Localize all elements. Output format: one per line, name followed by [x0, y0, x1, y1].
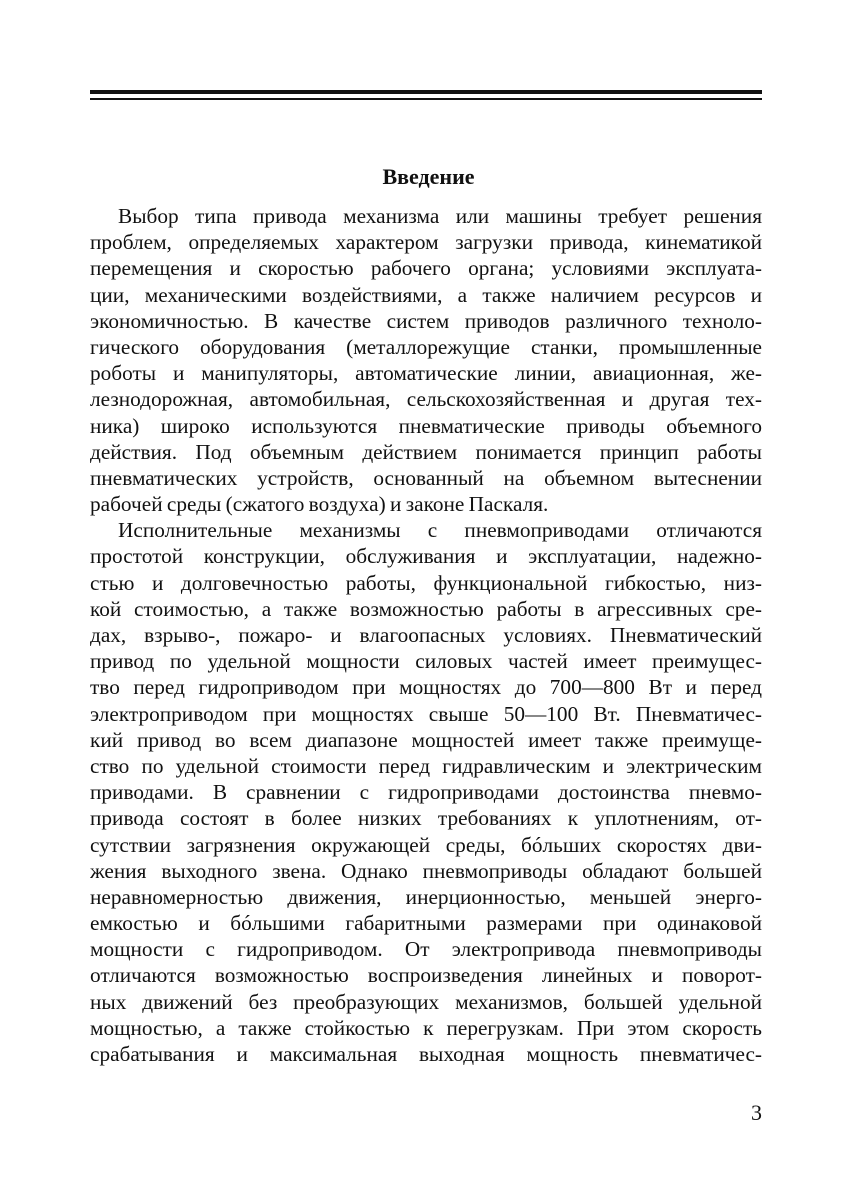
text-line: отличаются возможностью воспроизведения линейных и поворот-: [90, 963, 762, 988]
chapter-title: Введение: [382, 164, 475, 189]
text-line: простотой конструкции, обслуживания и эксплуатации, надежно-: [90, 544, 762, 569]
page-number: 3: [751, 1100, 762, 1125]
text-line: экономичностью. В качестве систем приводов различного техноло-: [90, 308, 762, 333]
header-rule-thin: [90, 98, 762, 100]
text-line: тво перед гидроприводом при мощностях до 700—800 Вт и перед: [90, 675, 762, 700]
text-line: сутствии загрязнения окружающей среды, бóльших скоростях дви-: [90, 832, 762, 857]
body-text: [90, 203, 762, 1067]
text-line: электроприводом при мощностях свыше 50—100 Вт. Пневматичес-: [90, 701, 762, 726]
header-rule-thick: [90, 90, 762, 94]
text-line: срабатывания и максимальная выходная мощность пневматичес-: [90, 1042, 762, 1066]
text-line: рабочей среды (сжатого воздуха) и законе Паскаля.: [90, 492, 549, 517]
text-line: кий привод во всем диапазоне мощностей имеет также преимуще-: [90, 727, 762, 752]
text-line: емкостью и бóльшими габаритными размерами при одинаковой: [90, 911, 762, 936]
text-line: ции, механическими воздействиями, а также наличием ресурсов и: [90, 282, 762, 307]
text-line: дах, взрыво-, пожаро- и влагоопасных условиях. Пневматический: [90, 623, 762, 647]
text-line: Исполнительные механизмы с пневмоприводами отличаются: [118, 518, 762, 543]
text-line: роботы и манипуляторы, автоматические линии, авиационная, же-: [90, 361, 762, 386]
text-line: мощностью, а также стойкостью к перегрузкам. При этом скорость: [90, 1015, 762, 1040]
text-line: ника) широко используются пневматические приводы объемного: [90, 413, 762, 438]
text-line: действия. Под объемным действием понимается принцип работы: [90, 439, 762, 464]
text-line: кой стоимостью, а также возможностью работы в агрессивных сре-: [90, 596, 762, 621]
text-line: мощности с гидроприводом. От электропривода пневмоприводы: [90, 937, 762, 962]
text-line: стью и долговечностью работы, функциональной гибкостью, низ-: [90, 570, 762, 595]
text-line: жения выходного звена. Однако пневмоприводы обладают большей: [90, 858, 762, 883]
text-line: Выбор типа привода механизма или машины требует решения: [118, 204, 762, 228]
text-line: привода состоят в более низких требованиях к уплотнениям, от-: [90, 806, 762, 831]
text-line: ных движений без преобразующих механизмов, большей удельной: [90, 989, 762, 1014]
text-line: перемещения и скоростью рабочего органа; условиями эксплуата-: [90, 256, 762, 281]
text-line: пневматических устройств, основанный на объемном вытеснении: [90, 465, 762, 490]
text-line: ство по удельной стоимости перед гидравлическим и электрическим: [90, 753, 762, 778]
text-line: приводами. В сравнении с гидроприводами достоинства пневмо-: [90, 780, 762, 805]
text-line: проблем, определяемых характером загрузки привода, кинематикой: [90, 230, 762, 255]
text-line: привод по удельной мощности силовых частей имеет преимущес-: [90, 649, 762, 674]
text-line: неравномерностью движения, инерционностью, меньшей энерго-: [90, 884, 762, 909]
text-line: лезнодорожная, автомобильная, сельскохозяйственная и другая тех-: [90, 387, 762, 412]
text-line: гического оборудования (металлорежущие станки, промышленные: [90, 334, 762, 359]
